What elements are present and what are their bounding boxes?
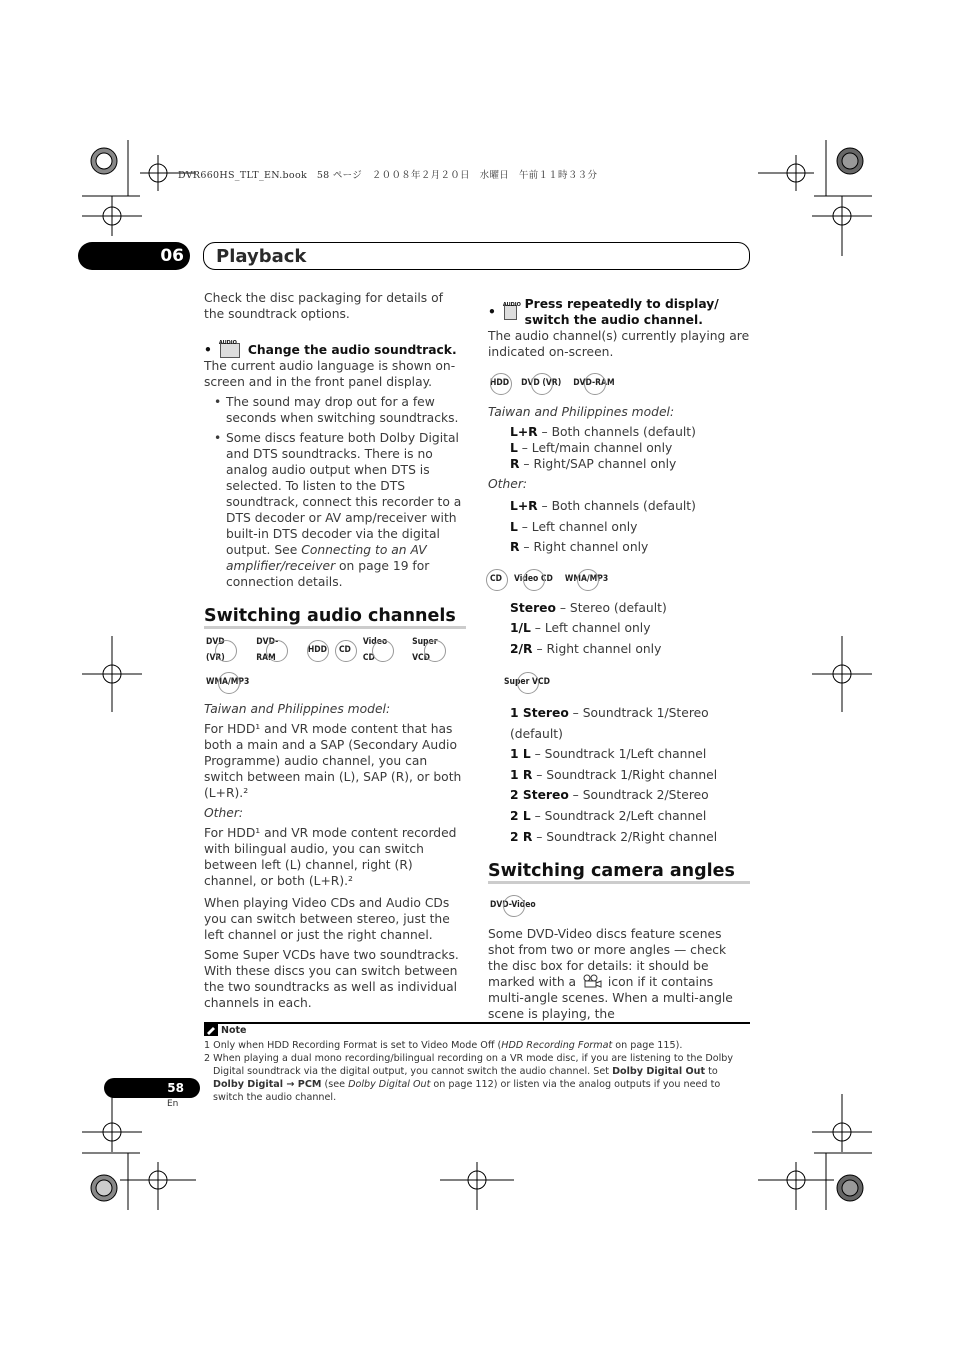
channel-option: L+R – Both channels (default) — [510, 425, 696, 439]
left-column — [204, 290, 466, 1011]
audio-button-icon — [220, 343, 240, 358]
disc-tag: DVD-RAM — [571, 375, 616, 391]
disc-tag: Video CD — [512, 571, 555, 587]
channel-option: 1 L – Soundtrack 1/Left channel — [510, 747, 707, 762]
chapter-title: Playback — [203, 242, 750, 270]
channel-option: 1/L – Left channel only — [510, 621, 651, 635]
angles-paragraph: Some DVD-Video discs feature scenes shot from two or more angles — check the disc box for details: it should be marked with a icon if it contains multi-angle scenes. When a multi-angle scene is playing, the — [488, 927, 733, 1022]
disc-tag: DVD-Video — [488, 897, 538, 913]
note-header — [204, 1024, 246, 1036]
channel-option: L+R – Both channels (default) — [510, 499, 696, 513]
disc-tag: DVD (VR) — [204, 634, 246, 666]
disc-tag: DVD (VR) — [519, 375, 563, 391]
audio-button-icon — [504, 305, 517, 320]
list-item: • The sound may drop out for a few seconds when switching soundtracks. — [204, 394, 466, 426]
other-channel-list — [488, 496, 750, 558]
note-label: Note — [221, 1024, 247, 1036]
disc-type-tags — [488, 374, 750, 392]
step-heading: Press repeatedly to display/ switch the audio channel. — [524, 297, 719, 327]
taiwan-label: Taiwan and Philippines model: — [204, 702, 391, 716]
vcd-paragraph: When playing Video CDs and Audio CDs you can switch between stereo, just the left channel or just the right channel. — [204, 896, 450, 942]
chapter-number: 06 — [78, 242, 190, 270]
disc-tag: Super VCD — [502, 674, 552, 690]
list-item: • Some discs feature both Dolby Digital and DTS soundtracks. There is no analog audio output when DTS is selected. To listen to the DTS soundtrack, connect this recorder to a DTS decoder or AV amp/receiver with built-in DTS decoder via the digital output. See Connecting to an AV amplifier/receiver on page 19 for connection details. — [204, 430, 466, 590]
disc-tag: DVD-RAM — [254, 634, 298, 666]
right-column — [488, 296, 750, 1022]
note-pencil-icon — [204, 1024, 218, 1036]
taiwan-channel-list — [488, 424, 750, 472]
disc-tag: CD — [488, 571, 504, 587]
channel-option: R – Right/SAP channel only — [510, 457, 677, 471]
intro-text: Check the disc packaging for details of the soundtrack options. — [204, 291, 443, 321]
disc-tag: WMA/MP3 — [563, 571, 610, 587]
disc-type-tags — [488, 570, 750, 588]
taiwan-label: Taiwan and Philippines model: — [488, 405, 675, 419]
disc-type-tags — [204, 637, 466, 663]
other-paragraph: For HDD¹ and VR mode content recorded with bilingual audio, you can switch between left (L) channel, right (R) channel, or both (L+R).² — [204, 826, 457, 888]
disc-type-tags — [488, 896, 750, 914]
channel-option: R – Right channel only — [510, 540, 649, 554]
channel-option: 2/R – Right channel only — [510, 641, 662, 656]
step-body: The audio channel(s) currently playing are indicated on-screen. — [488, 329, 750, 359]
footnote-1: 1 Only when HDD Recording Format is set to Video Mode Off (HDD Recording Format on page 115). — [204, 1040, 683, 1051]
section-title-camera-angles: Switching camera angles — [488, 863, 750, 884]
disc-tag: HDD — [488, 375, 511, 391]
channel-option: Stereo – Stereo (default) — [510, 600, 667, 615]
other-label: Other: — [488, 477, 528, 491]
cross-reference-link: Connecting to an AV amplifier/receiver — [226, 543, 427, 573]
disc-type-tags — [204, 673, 466, 691]
page-language: En — [167, 1099, 179, 1109]
channel-option: 2 R – Soundtrack 2/Right channel — [510, 829, 718, 844]
footnote-2: 2 When playing a dual mono recording/bilingual recording on a VR mode disc, if you are listening to the Dolby Digital soundtrack via the digital output, you cannot switch the audio channel. Set Dolby Digital Out to Dolby Digital → PCM (see Dolby Digital Out on page 112) or listen via the analog outputs if you need to switch the audio channel. — [204, 1053, 734, 1103]
svcd-paragraph: Some Super VCDs have two soundtracks. With these discs you can switch between the two soundtracks as well as individual channels in each. — [204, 948, 459, 1010]
print-header-info: DVR660HS_TLT_EN.book 58 ページ ２００８年２月２０日 水曜日 午前１１時３３分 — [178, 170, 598, 181]
svcd-channel-list — [488, 703, 750, 847]
channel-option: L – Left channel only — [510, 519, 638, 534]
bullet: • — [488, 305, 496, 319]
step-switch-channel — [488, 296, 750, 328]
page-number: 58 — [104, 1078, 200, 1098]
disc-tag: WMA/MP3 — [204, 674, 251, 690]
channel-option: L – Left/main channel only — [510, 441, 673, 455]
taiwan-paragraph: For HDD¹ and VR mode content that has both a main and a SAP (Secondary Audio Programme) audio channel, you can switch between main (L), SAP (R), or both (L+R).² — [204, 722, 462, 800]
disc-type-tags — [488, 673, 750, 691]
step-body: The current audio language is shown on-screen and in the front panel display. — [204, 359, 456, 389]
channel-option: 2 L – Soundtrack 2/Left channel — [510, 808, 707, 823]
bullet: • — [204, 343, 212, 357]
disc-tag: CD — [337, 642, 353, 658]
step-heading: Change the audio soundtrack. — [247, 343, 457, 357]
other-label: Other: — [204, 806, 244, 820]
soundtrack-notes — [204, 394, 466, 590]
section-title-audio-channels: Switching audio channels — [204, 608, 466, 629]
disc-tag: Super VCD — [410, 634, 458, 666]
note-divider — [204, 1022, 750, 1024]
cd-channel-list — [488, 598, 750, 660]
step-change-soundtrack — [204, 342, 466, 358]
channel-option: 1 Stereo – Soundtrack 1/Stereo (default) — [510, 706, 709, 741]
disc-tag: HDD — [306, 642, 329, 658]
multi-angle-camera-icon — [582, 974, 602, 988]
channel-option: 2 Stereo – Soundtrack 2/Stereo — [510, 788, 709, 803]
channel-option: 1 R – Soundtrack 1/Right channel — [510, 767, 718, 782]
footnotes — [204, 1039, 750, 1104]
disc-tag: Video CD — [361, 634, 402, 666]
